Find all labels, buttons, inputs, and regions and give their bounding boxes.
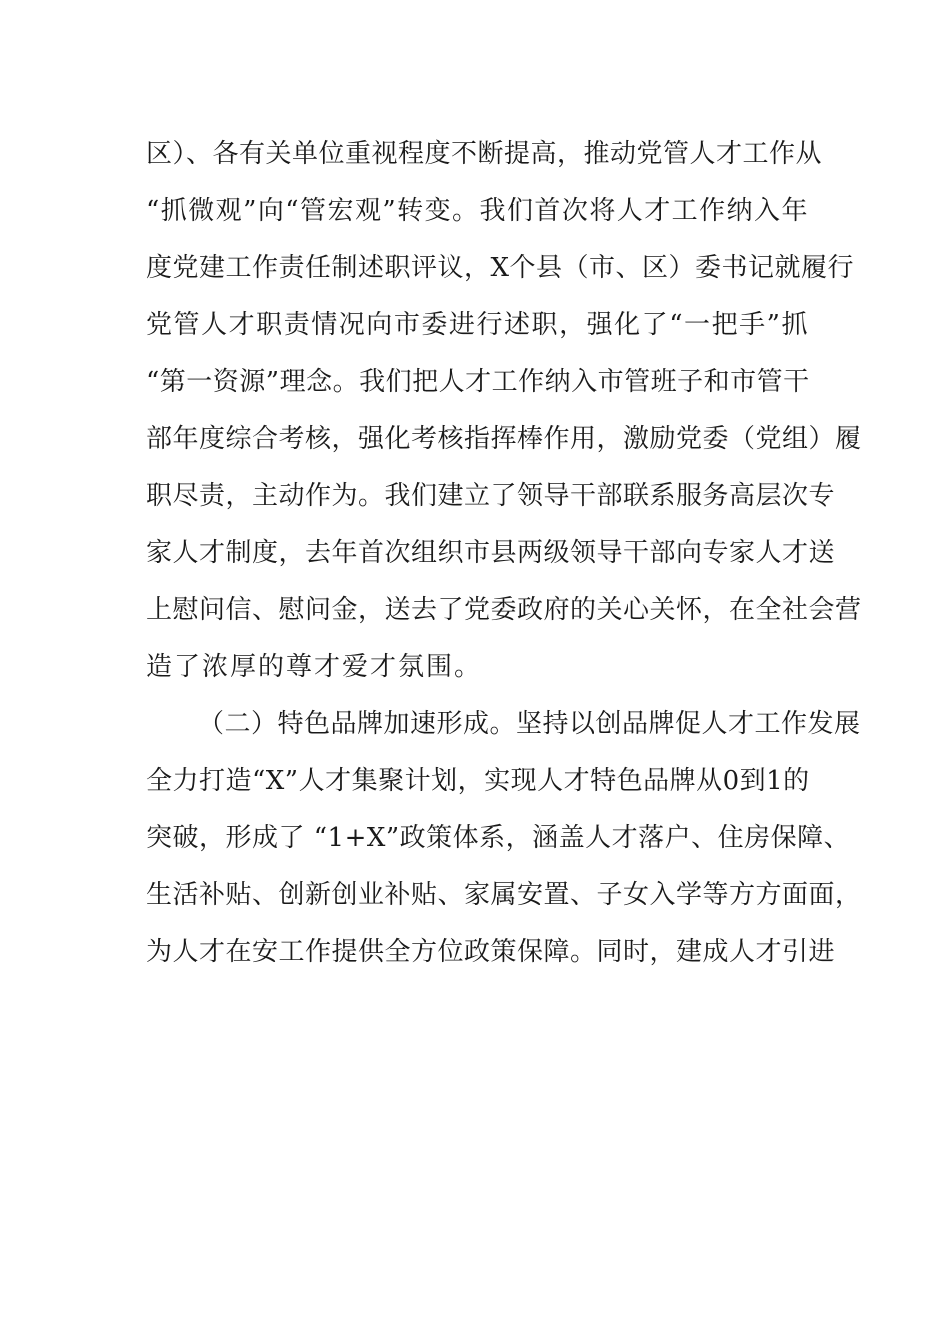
text-line: “第一资源”理念。我们把人才工作纳入市管班子和市管干 xyxy=(146,367,810,397)
text-line: 突破，形成了 “1+X”政策体系，涵盖人才落户、住房保障、 xyxy=(146,823,851,853)
text-line: 区）、各有关单位重视程度不断提高，推动党管人才工作从 xyxy=(146,139,823,169)
text-line: “抓微观”向“管宏观”转变。我们首次将人才工作纳入年 xyxy=(146,196,808,226)
text-line: 部年度综合考核，强化考核指挥棒作用，激励党委（党组）履 xyxy=(146,424,862,454)
text-line: 党管人才职责情况向市委进行述职，强化了“一把手”抓 xyxy=(146,310,808,340)
text-line: 为人才在安工作提供全方位政策保障。同时，建成人才引进 xyxy=(146,937,836,967)
text-line: 上慰问信、慰问金，送去了党委政府的关心关怀，在全社会营 xyxy=(146,595,862,625)
body-text xyxy=(146,128,862,983)
text-line: 全力打造“X”人才集聚计划，实现人才特色品牌从0到1的 xyxy=(146,766,810,796)
text-line: 家人才制度，去年首次组织市县两级领导干部向专家人才送 xyxy=(146,538,836,568)
section-heading-line: （二）特色品牌加速形成。坚持以创品牌促人才工作发展 xyxy=(198,709,861,739)
text-line: 生活补贴、创新创业补贴、家属安置、子女入学等方方面面， xyxy=(146,880,862,910)
text-line: 职尽责，主动作为。我们建立了领导干部联系服务高层次专 xyxy=(146,481,836,511)
text-line: 造了浓厚的尊才爱才氛围。 xyxy=(146,652,483,682)
text-line: 度党建工作责任制述职评议，X个县（市、区）委书记就履行 xyxy=(146,253,855,283)
